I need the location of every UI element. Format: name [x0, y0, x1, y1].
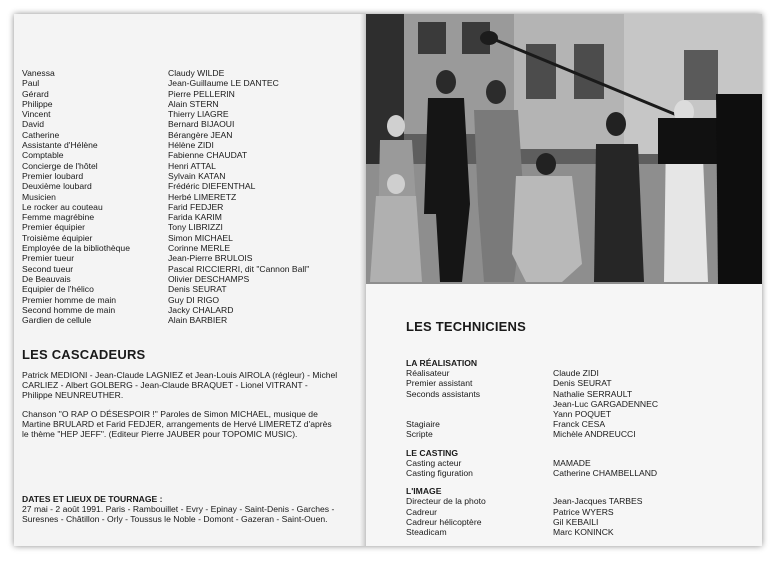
cast-row: [22, 264, 309, 274]
cast-row: [22, 295, 309, 305]
stunts-text: Patrick MEDIONI - Jean-Claude LAGNIEZ et Jean-Louis AIROLA (régleur) - Michel CARLIEZ - Albert GOLBERG - Jean-Claude BRAQUET - Lionel VITRANT - Philippe NEUNREUTHER.: [22, 370, 338, 401]
technician-row: [406, 378, 658, 388]
technician-role: Premier assistant: [406, 378, 473, 389]
cast-role: Employée de la bibliothèque: [22, 243, 130, 254]
technician-name: Claude ZIDI: [553, 368, 599, 379]
cast-row: [22, 192, 309, 202]
technician-name: Franck CESA: [553, 419, 606, 430]
right-page: [366, 14, 762, 546]
technicians-title: LES TECHNICIENS: [406, 319, 527, 334]
technician-role: Cadreur: [406, 506, 438, 517]
cast-role: Troisième équipier: [22, 232, 93, 243]
cast-actor: Frédéric DIEFENTHAL: [168, 181, 256, 192]
technician-role: Cadreur hélicoptère: [406, 516, 482, 527]
cast-role: Equipier de l'hélico: [22, 284, 94, 295]
technician-role: Seconds assistants: [406, 388, 481, 399]
technician-role: Casting acteur: [406, 457, 462, 468]
cast-row: [22, 274, 309, 284]
technician-name: Patrice WYERS: [553, 506, 614, 517]
cast-actor: Farid FEDJER: [168, 201, 224, 212]
cast-row: [22, 109, 309, 119]
cast-actor: Jean-Pierre BRULOIS: [168, 253, 253, 264]
technician-row: [406, 409, 658, 419]
cast-role: Assistante d'Hélène: [22, 140, 98, 151]
shooting-dates: [22, 494, 340, 525]
technicians-list: [406, 358, 658, 537]
cast-role: Catherine: [22, 129, 60, 140]
cast-role: De Beauvais: [22, 273, 71, 284]
technician-role: [406, 409, 553, 419]
cast-role: Vanessa: [22, 68, 55, 78]
cast-actor: Sylvain KATAN: [168, 170, 226, 181]
technician-row: [406, 399, 658, 409]
cast-actor: Herbé LIMERETZ: [168, 191, 237, 202]
technician-row: [406, 368, 658, 378]
film-set-photo: [366, 14, 762, 284]
cast-row: [22, 161, 309, 171]
technician-name: MAMADE: [553, 457, 591, 468]
cast-role: Philippe: [22, 98, 53, 109]
cast-role: Paul: [22, 78, 40, 89]
technician-role: Steadicam: [406, 527, 447, 538]
technician-row: [406, 419, 658, 429]
technician-row: [406, 389, 658, 399]
technician-role: Stagiaire: [406, 419, 440, 430]
technician-row: [406, 468, 658, 478]
cast-actor: Guy DI RIGO: [168, 294, 220, 305]
cast-actor: Hélène ZIDI: [168, 140, 214, 151]
cast-row: [22, 119, 309, 129]
cast-role: Second homme de main: [22, 304, 116, 315]
technician-name: Denis SEURAT: [553, 378, 612, 389]
casting-group: [406, 458, 658, 478]
cast-actor: Alain BARBIER: [168, 315, 228, 326]
booklet-spread: [14, 14, 762, 546]
technician-row: [406, 496, 658, 506]
technician-name: Gil KEBAILI: [553, 516, 599, 527]
technician-name: Jean-Jacques TARBES: [553, 496, 643, 507]
cast-row: [22, 171, 309, 181]
cast-row: [22, 150, 309, 160]
cast-role: Premier tueur: [22, 253, 75, 264]
technician-name: Yann POQUET: [553, 409, 612, 420]
cast-actor: Jean-Guillaume LE DANTEC: [168, 78, 279, 89]
cast-role: Premier homme de main: [22, 294, 117, 305]
cast-actor: Pascal RICCIERRI, dit "Cannon Ball": [168, 263, 310, 274]
dates-text: 27 mai - 2 août 1991. Paris - Rambouillet - Evry - Epinay - Saint-Denis - Garches - Suresnes - Châtillon - Orly - Toussus le Noble - Domont - Gazeran - Saint-Ouen.: [22, 504, 335, 525]
technician-row: [406, 517, 658, 527]
technician-role: Réalisateur: [406, 368, 450, 379]
cast-row: [22, 284, 309, 294]
cast-actor: Henri ATTAL: [168, 160, 216, 171]
cast-row: [22, 212, 309, 222]
image-heading: L'IMAGE: [406, 486, 442, 497]
cast-role: Vincent: [22, 109, 51, 120]
cast-role: Comptable: [22, 150, 64, 161]
cast-row: [22, 222, 309, 232]
casting-heading: LE CASTING: [406, 447, 459, 458]
cast-actor: Bérangère JEAN: [168, 129, 233, 140]
realisation-heading: LA RÉALISATION: [406, 358, 478, 368]
cast-role: Second tueur: [22, 263, 74, 274]
cast-actor: Claudy WILDE: [168, 68, 225, 78]
stunts-title: LES CASCADEURS: [22, 347, 146, 362]
cast-actor: Denis SEURAT: [168, 284, 227, 295]
technician-role: [406, 399, 553, 409]
cast-actor: Simon MICHAEL: [168, 232, 233, 243]
technician-name: Catherine CHAMBELLAND: [553, 468, 658, 479]
realisation-group: [406, 368, 658, 439]
technician-name: Michèle ANDREUCCI: [553, 429, 636, 440]
cast-list: [22, 68, 309, 325]
cast-row: [22, 253, 309, 263]
cast-row: [22, 140, 309, 150]
cast-row: [22, 78, 309, 88]
technician-row: [406, 507, 658, 517]
cast-actor: Bernard BIJAOUI: [168, 119, 235, 130]
cast-row: [22, 181, 309, 191]
dates-heading: DATES ET LIEUX DE TOURNAGE :: [22, 494, 163, 504]
technician-name: Nathalie SERRAULT: [553, 388, 633, 399]
cast-row: [22, 315, 309, 325]
cast-row: [22, 305, 309, 315]
technician-role: Scripte: [406, 429, 433, 440]
cast-role: Premier équipier: [22, 222, 86, 233]
cast-actor: Fabienne CHAUDAT: [168, 150, 248, 161]
cast-actor: Farida KARIM: [168, 212, 222, 223]
technician-row: [406, 429, 658, 439]
cast-row: [22, 130, 309, 140]
technician-role: Directeur de la photo: [406, 496, 486, 507]
cast-row: [22, 202, 309, 212]
cast-row: [22, 233, 309, 243]
cast-role: Deuxième loubard: [22, 181, 92, 192]
cast-row: [22, 99, 309, 109]
technician-row: [406, 458, 658, 468]
technician-row: [406, 527, 658, 537]
cast-row: [22, 68, 309, 78]
cast-actor: Olivier DESCHAMPS: [168, 273, 250, 284]
cast-role: Concierge de l'hôtel: [22, 160, 98, 171]
cast-actor: Pierre PELLERIN: [168, 88, 235, 99]
cast-role: Gardien de cellule: [22, 315, 92, 326]
technician-name: Jean-Luc GARGADENNEC: [553, 398, 659, 409]
song-credit: Chanson "O RAP O DÉSESPOIR !" Paroles de Simon MICHAEL, musique de Martine BRULARD et Farid FEDJER, arrangements de Hervé LIMERETZ d'après le thème "HEP JEFF". (Editeur Pierre JAUBER pour TOPOMIC MUSIC).: [22, 409, 332, 440]
cast-actor: Thierry LIAGRE: [168, 109, 229, 120]
cast-actor: Alain STERN: [168, 98, 219, 109]
left-page: [14, 14, 364, 546]
cast-actor: Tony LIBRIZZI: [168, 222, 223, 233]
cast-role: Le rocker au couteau: [22, 201, 103, 212]
cast-row: [22, 89, 309, 99]
technician-role: Casting figuration: [406, 468, 473, 479]
cast-row: [22, 243, 309, 253]
cast-role: Musicien: [22, 191, 56, 202]
film-set-photo-image: [366, 14, 762, 284]
cast-role: David: [22, 119, 44, 130]
cast-role: Premier loubard: [22, 170, 84, 181]
cast-role: Femme magrébine: [22, 212, 95, 223]
cast-actor: Corinne MERLE: [168, 243, 231, 254]
cast-role: Gérard: [22, 88, 49, 99]
cast-actor: Jacky CHALARD: [168, 304, 234, 315]
technician-name: Marc KONINCK: [553, 527, 614, 538]
image-group: [406, 496, 658, 537]
